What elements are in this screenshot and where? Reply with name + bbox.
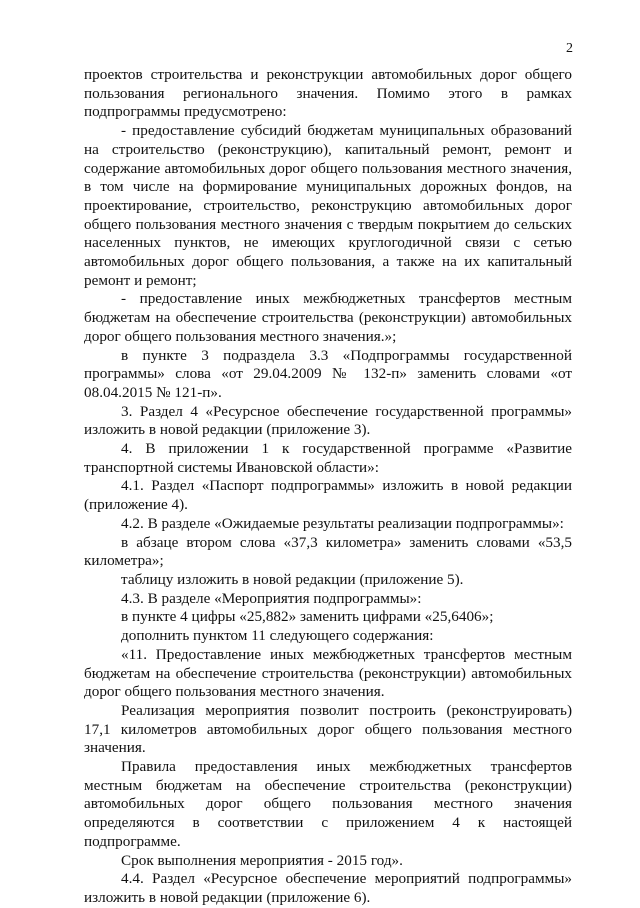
paragraph: 4.2. В разделе «Ожидаемые результаты реализации подпрограммы»:: [121, 514, 564, 532]
paragraph: 4.1. Раздел «Паспорт подпрограммы» изложить в новой редакции (приложение 4).: [84, 477, 572, 514]
paragraph: проектов строительства и реконструкции автомобильных дорог общего пользования регионального значения. Помимо этого в рамках подпрограммы предусмотрено:: [84, 66, 572, 121]
paragraph: таблицу изложить в новой редакции (приложение 5).: [121, 570, 464, 588]
paragraph: 4.3. В разделе «Мероприятия подпрограммы»:: [121, 589, 422, 607]
page-number: 2: [566, 41, 573, 56]
paragraph: 4. В приложении 1 к государственной программе «Развитие транспортной системы Ивановской области»:: [84, 440, 572, 476]
paragraph: Реализация мероприятия позволит построить (реконструировать) 17,1 километров автомобильных дорог общего пользования местного значения.: [84, 701, 572, 757]
paragraph: 3. Раздел 4 «Ресурсное обеспечение государственной программы» изложить в новой редакции (приложение 3).: [84, 402, 572, 439]
paragraph: в пункте 3 подраздела 3.3 «Подпрограммы государственной программы» слова «от 29.04.2009 № 132-п» заменить словами «от 08.04.2015 № 121-п».: [84, 346, 572, 401]
document-body: [84, 66, 572, 908]
paragraph: в абзаце втором слова «37,3 километра» заменить словами «53,5 километра»;: [84, 533, 572, 570]
paragraph: дополнить пунктом 11 следующего содержания:: [121, 627, 434, 645]
paragraph: - предоставление субсидий бюджетам муниципальных образований на строительство (реконструкцию), капитальный ремонт, ремонт и содержание автомобильных дорог общего пользования местного значения, в том числе на формирование муниципальных дорожных фондов, на проектирование, строительство, реконструкцию автомобильных дорог общего пользования местного значения с твердым покрытием до сельских населенных пунктов, не имеющих круглогодичной связи с сетью автомобильных дорог общего пользования, а также на их капитальный ремонт и ремонт;: [84, 122, 572, 289]
paragraph: в пункте 4 цифры «25,882» заменить цифрами «25,6406»;: [121, 608, 494, 626]
paragraph: Правила предоставления иных межбюджетных трансфертов местным бюджетам на обеспечение строительства (реконструкции) автомобильных дорог общего пользования местного значения определяются в соответствии с приложением 4 к настоящей подпрограмме.: [84, 758, 572, 850]
paragraph: «11. Предоставление иных межбюджетных трансфертов местным бюджетам на обеспечение строительства (реконструкции) автомобильных дорог общего пользования местного значения.: [84, 645, 572, 701]
paragraph: 4.4. Раздел «Ресурсное обеспечение мероприятий подпрограммы» изложить в новой редакции (приложение 6).: [84, 870, 572, 906]
paragraph: - предоставление иных межбюджетных трансфертов местным бюджетам на обеспечение строительства (реконструкции) автомобильных дорог общего пользования местного значения.»;: [84, 290, 572, 345]
paragraph: Срок выполнения мероприятия - 2015 год».: [121, 851, 403, 869]
